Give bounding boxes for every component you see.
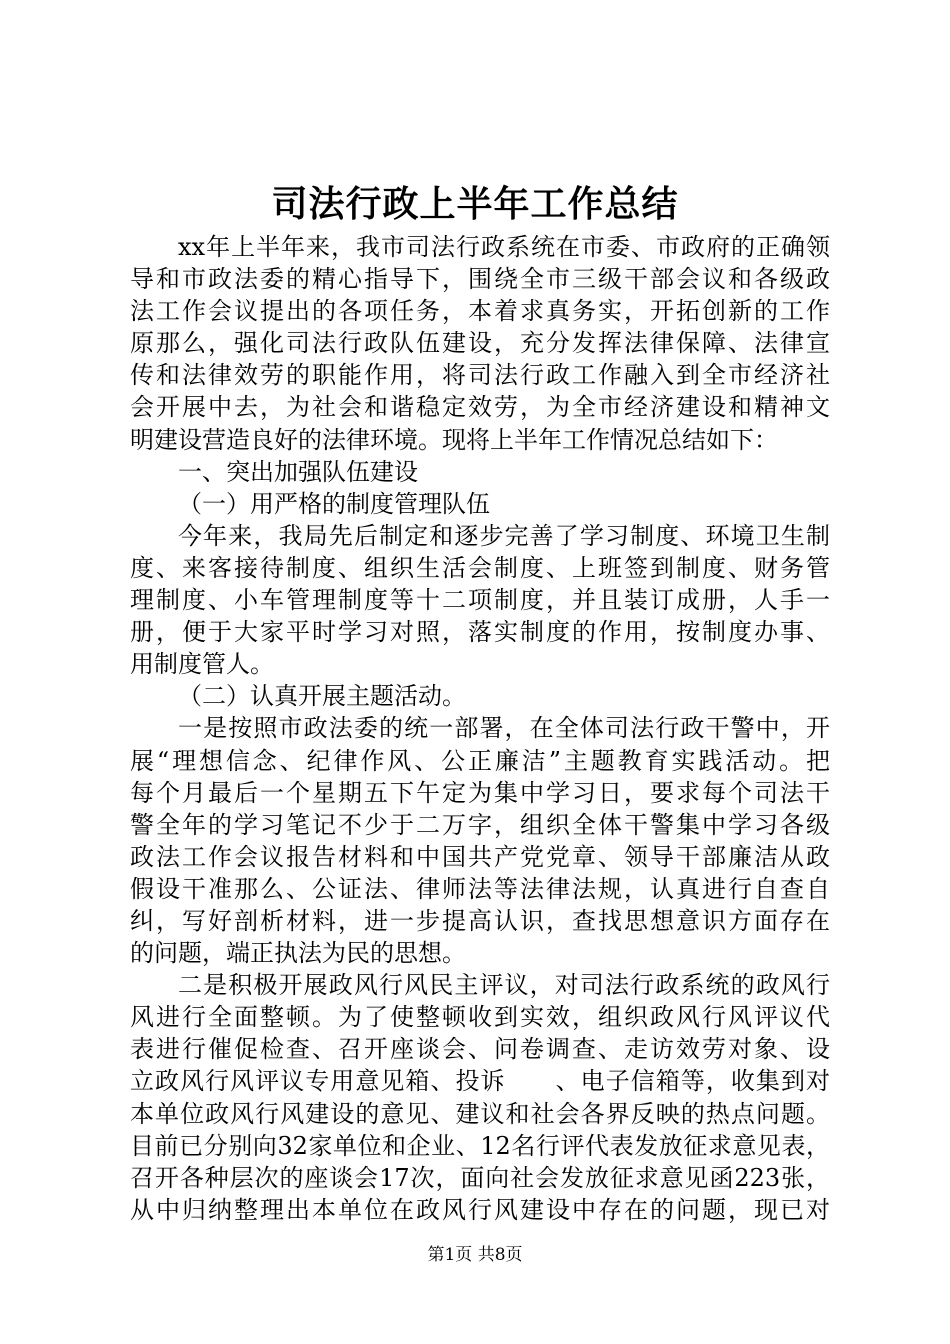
body-line: 表进行催促检查、召开座谈会、问卷调查、走访效劳对象、设	[130, 1035, 830, 1064]
body-line: 纠，写好剖析材料，进一步提高认识，查找思想意识方面存在	[130, 906, 830, 935]
body-line: 政法工作会议报告材料和中国共产党党章、领导干部廉洁从政	[130, 842, 830, 871]
body-line: 从中归纳整理出本单位在政风行风建设中存在的问题，现已对	[130, 1195, 830, 1224]
body-line: 目前已分别向32家单位和企业、12名行评代表发放征求意见表，	[130, 1131, 830, 1160]
page-footer: 第1页 共8页	[427, 1245, 523, 1265]
body-line: 假设干准那么、公证法、律师法等法律法规，认真进行自查自	[130, 874, 830, 903]
body-line: 原那么，强化司法行政队伍建设，充分发挥法律保障、法律宣	[130, 329, 830, 358]
body-line: 风进行全面整顿。为了使整顿收到实效，组织政风行风评议代	[130, 1003, 830, 1032]
document-title: 司法行政上半年工作总结	[271, 183, 679, 225]
body-line: 传和法律效劳的职能作用，将司法行政工作融入到全市经济社	[130, 361, 830, 390]
body-line: 的问题，端正执法为民的思想。	[130, 939, 466, 968]
document-body	[130, 231, 830, 1226]
body-line: 册，便于大家平时学习对照，落实制度的作用，按制度办事、	[130, 618, 830, 647]
body-line: （二）认真开展主题活动。	[178, 682, 466, 711]
body-line: 导和市政法委的精心指导下，围绕全市三级干部会议和各级政	[130, 265, 830, 294]
body-line: 理制度、小车管理制度等十二项制度，并且装订成册，人手一	[130, 586, 830, 615]
body-line: 今年来，我局先后制定和逐步完善了学习制度、环境卫生制	[178, 521, 830, 550]
body-line: 每个月最后一个星期五下午定为集中学习日，要求每个司法干	[130, 778, 830, 807]
body-line: 本单位政风行风建设的意见、建议和社会各界反映的热点问题。	[130, 1099, 830, 1128]
body-line: 法工作会议提出的各项任务，本着求真务实，开拓创新的工作	[130, 297, 830, 326]
body-line: 一是按照市政法委的统一部署，在全体司法行政干警中，开	[178, 714, 830, 743]
body-line: 展“理想信念、纪律作风、公正廉洁”主题教育实践活动。把	[130, 746, 830, 775]
body-line: 度、来客接待制度、组织生活会制度、上班签到制度、财务管	[130, 553, 830, 582]
body-line: 会开展中去，为社会和谐稳定效劳，为全市经济建设和精神文	[130, 393, 830, 422]
body-line: 立政风行风评议专用意见箱、投诉 、电子信箱等，收集到对	[130, 1067, 830, 1096]
body-line: 二是积极开展政风行风民主评议，对司法行政系统的政风行	[178, 971, 830, 1000]
body-line: 警全年的学习笔记不少于二万字，组织全体干警集中学习各级	[130, 810, 830, 839]
body-line: xx年上半年来，我市司法行政系统在市委、市政府的正确领	[178, 233, 830, 261]
body-line: （一）用严格的制度管理队伍	[178, 489, 490, 518]
body-line: 召开各种层次的座谈会17次，面向社会发放征求意见函223张，	[130, 1163, 830, 1192]
body-line: 用制度管人。	[130, 650, 274, 679]
body-line: 一、突出加强队伍建设	[178, 457, 418, 486]
body-line: 明建设营造良好的法律环境。现将上半年工作情况总结如下：	[130, 425, 778, 454]
